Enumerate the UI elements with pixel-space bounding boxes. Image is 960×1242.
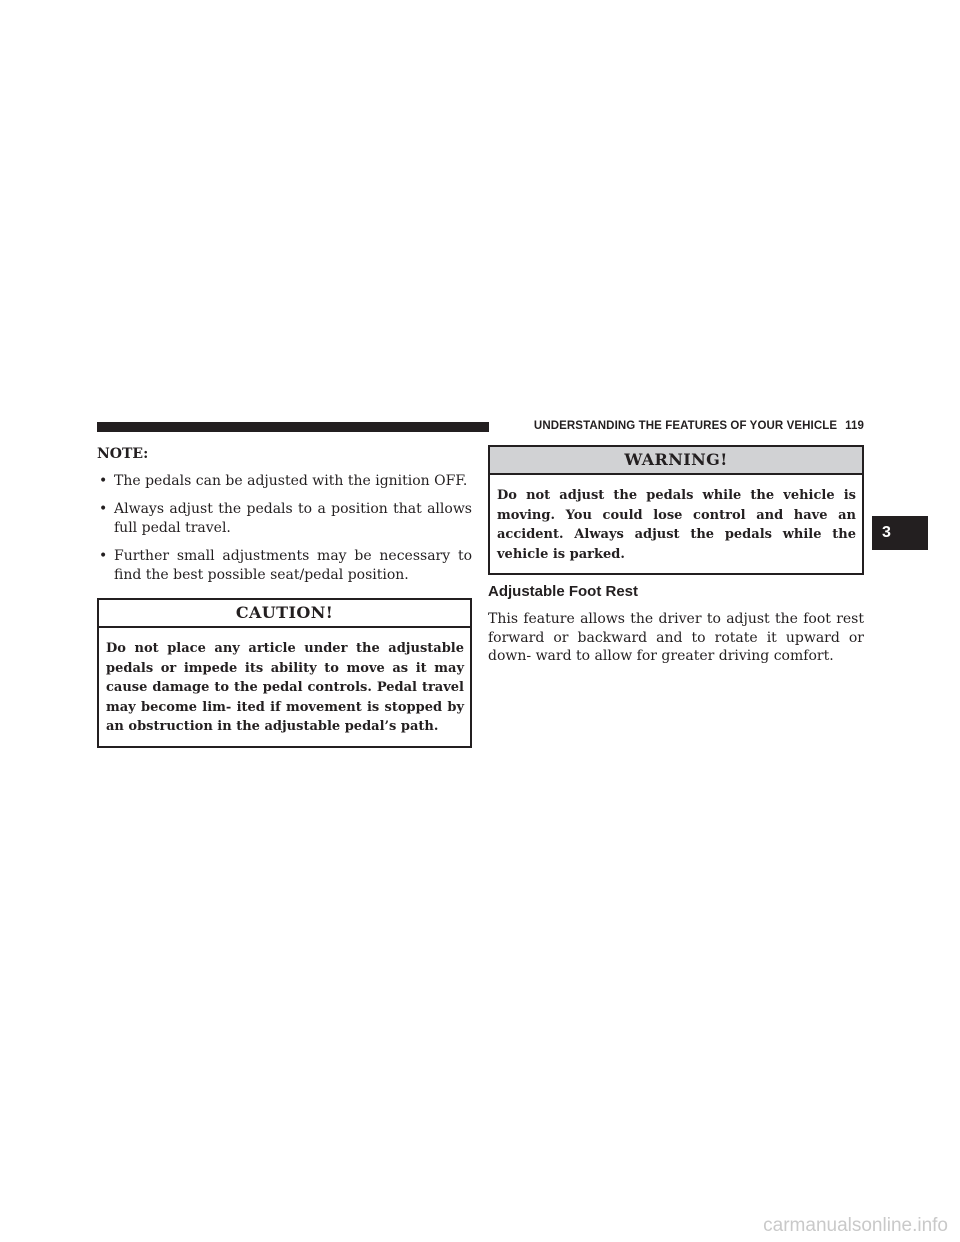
note-list	[97, 472, 472, 585]
section-title: UNDERSTANDING THE FEATURES OF YOUR VEHICLE	[533, 420, 838, 432]
section-heading: Adjustable Foot Rest	[488, 583, 639, 600]
note-title: NOTE:	[97, 446, 149, 462]
caution-title: CAUTION!	[99, 600, 470, 628]
bullet: •	[99, 473, 108, 489]
warning-title: WARNING!	[490, 447, 862, 475]
caution-body: Do not place any article under the adjustable pedals or impede its ability to move as it may cause damage to the pedal controls. Pedal travel may become lim- ited if movement is stopped by an obstruction in the adjustable pedal’s path.	[106, 641, 464, 734]
page-number: 119	[845, 420, 864, 432]
left-column	[97, 446, 472, 748]
warning-body: Do not adjust the pedals while the vehicle is moving. You could lose control and have an accident. Always adjust the pedals while the vehicle is parked.	[497, 488, 856, 562]
bullet: •	[99, 548, 108, 564]
chapter-tab: 3	[872, 516, 928, 550]
watermark: carmanualsonline.info	[763, 1215, 948, 1236]
body-paragraph: This feature allows the driver to adjust the foot rest forward or backward and to rotate it upward or down- ward to allow for greater driving comfort.	[488, 611, 864, 664]
running-header	[500, 420, 864, 432]
right-column	[488, 445, 864, 666]
warning-box	[488, 445, 864, 575]
list-item: • Further small adjustments may be necessary to find the best possible seat/pedal position.	[99, 548, 472, 583]
list-item: • The pedals can be adjusted with the ignition OFF.	[99, 473, 468, 489]
bullet: •	[99, 501, 108, 517]
caution-box	[97, 598, 472, 748]
header-rule	[97, 422, 489, 432]
list-item: • Always adjust the pedals to a position that allows full pedal travel.	[99, 501, 472, 536]
